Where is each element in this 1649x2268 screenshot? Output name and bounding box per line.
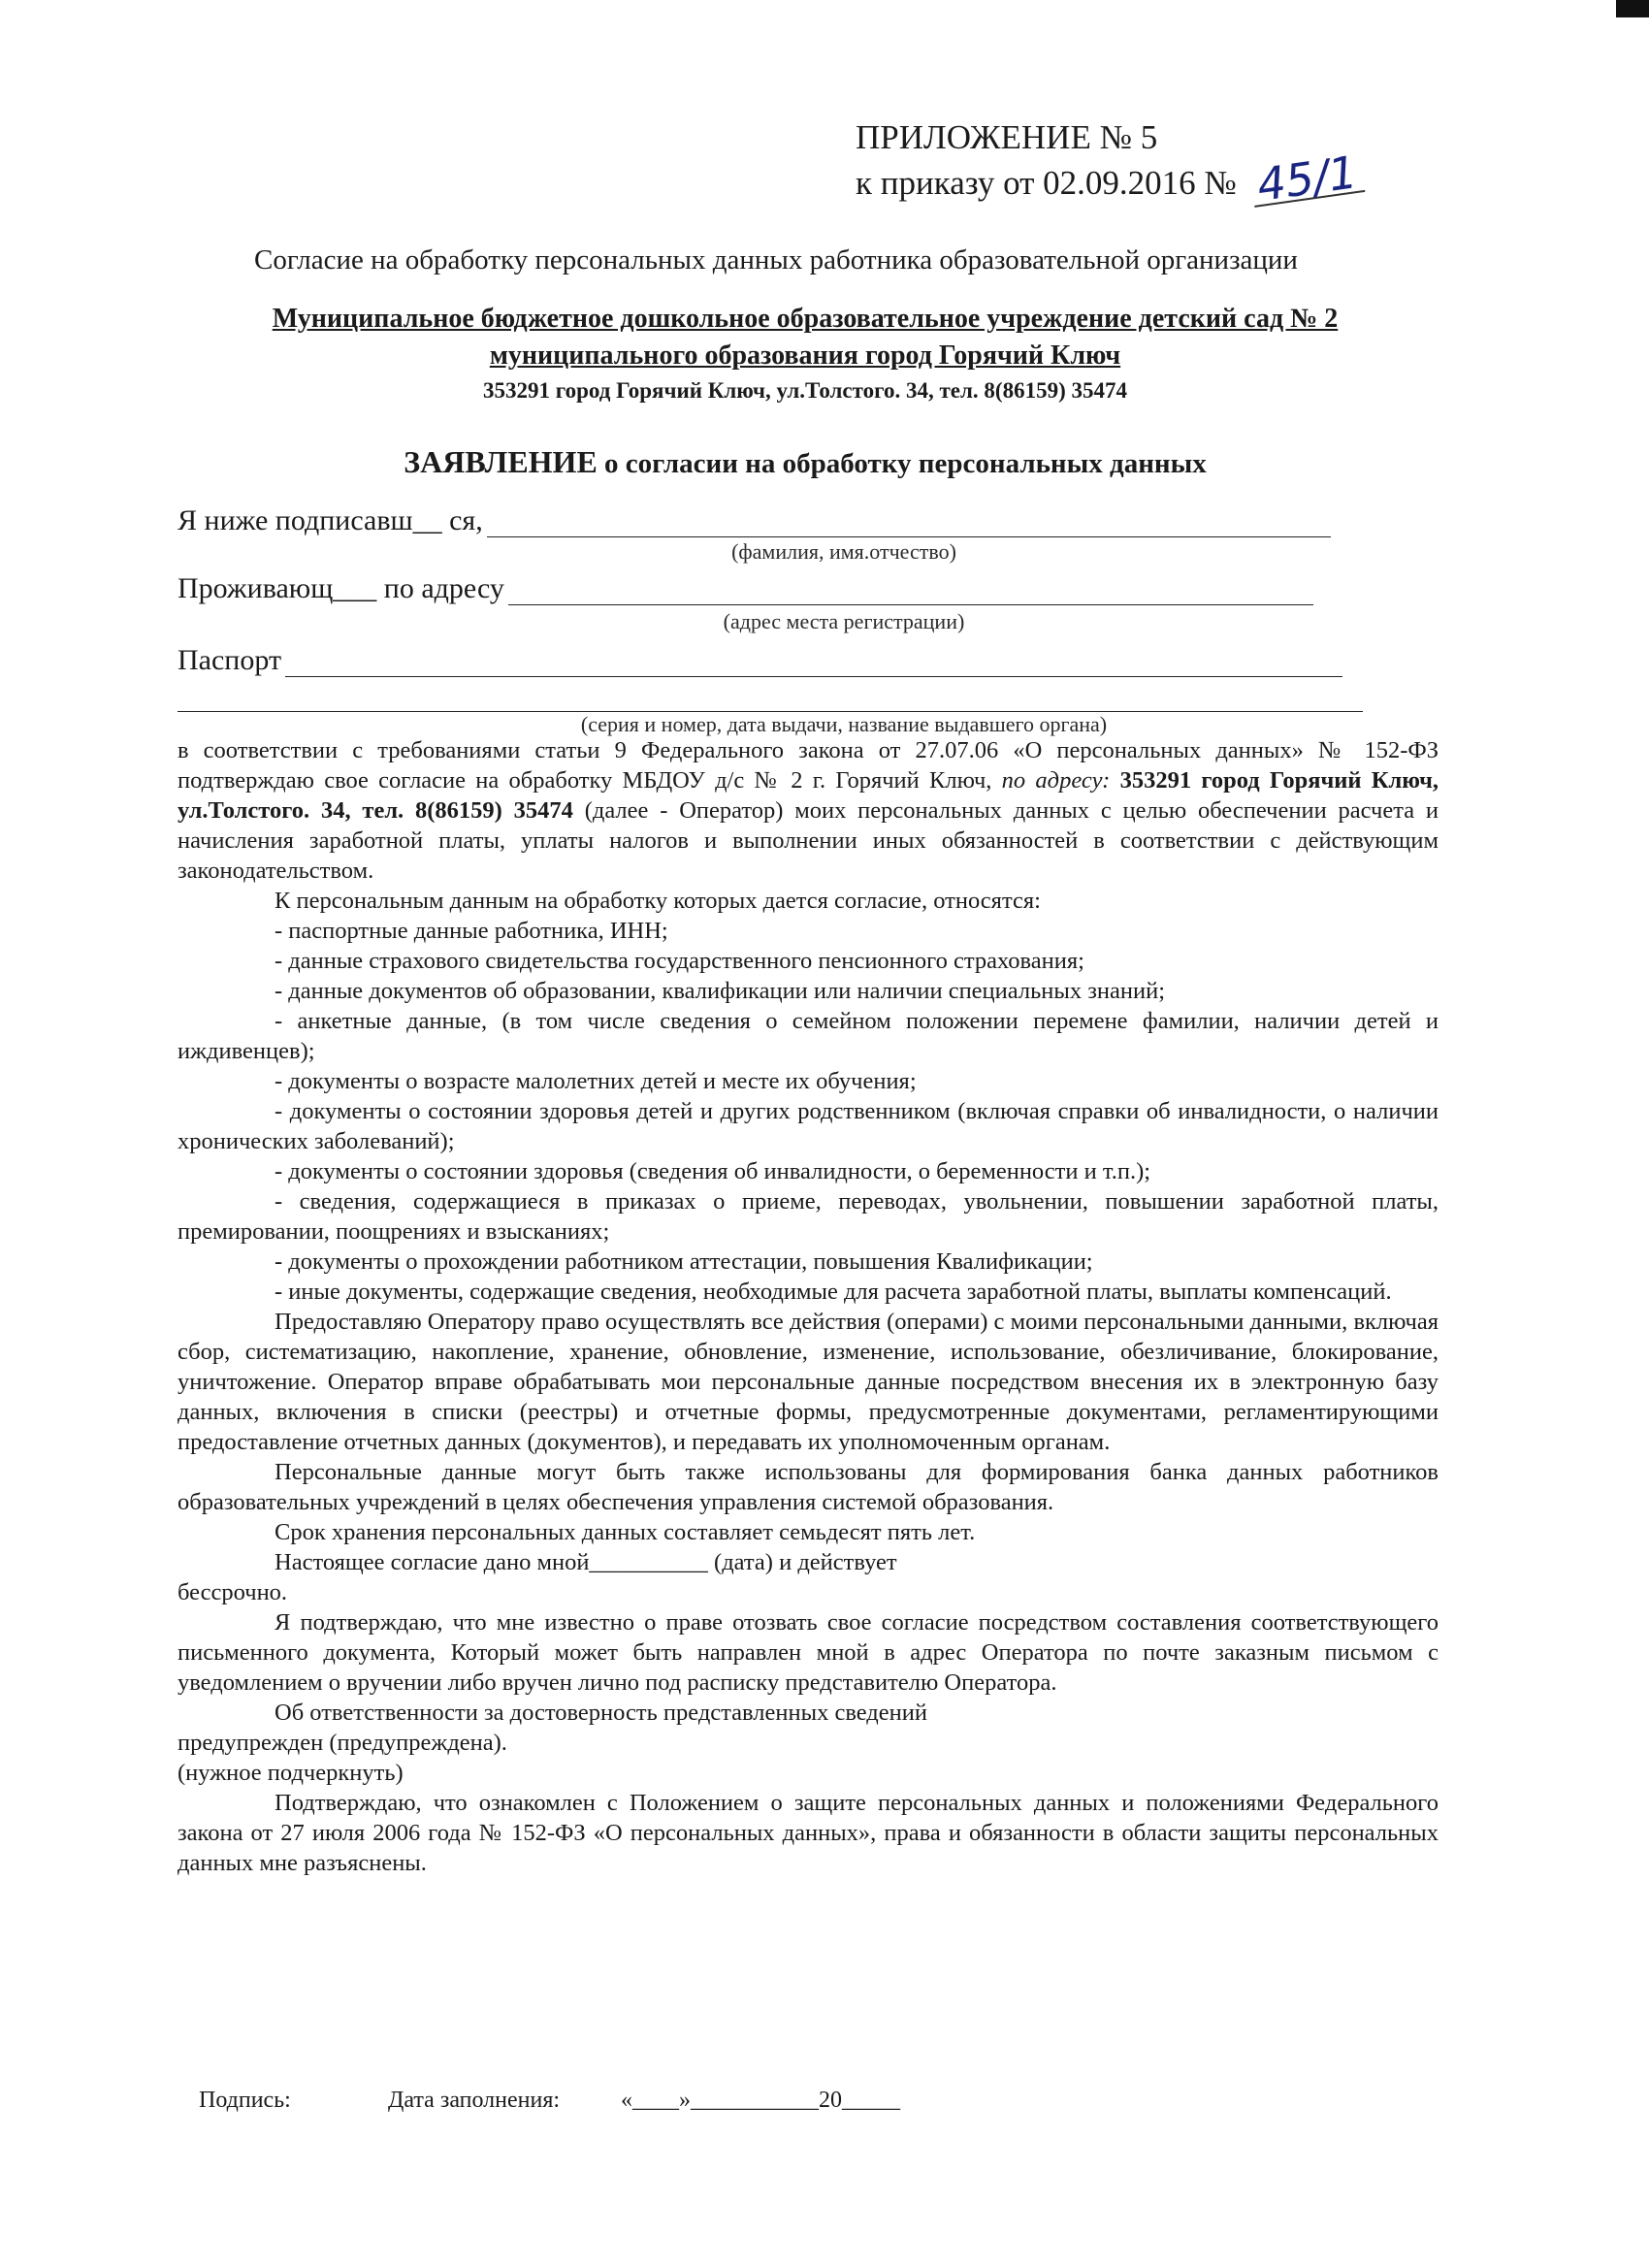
storage-paragraph: Срок хранения персональных данных составляет семьдесят пять лет. [275,1519,976,1545]
name-caption: (фамилия, имя.отчество) [731,539,956,564]
order-reference [856,146,1399,211]
statement-title-bold: ЗАЯВЛЕНИЕ [404,444,598,479]
address-caption: (адрес места регистрации) [723,609,965,633]
list-item: - документы о прохождении работником аттестации, повышения Квалификации; [275,1248,1093,1275]
fill-date-field[interactable]: «____»___________20_____ [621,2088,900,2113]
scan-corner-mark [1616,0,1649,17]
statement-title [175,444,1436,480]
intro-text-2: (далее - Оператор) моих персональных данных с целью обеспечении расчета и начисления заработной платы, уплаты налогов и выполнении иных обязанностей в соответствии с действующим законодательством. [178,797,1439,884]
list-intro: К персональным данным на обработку которых дается согласие, относятся: [275,888,1041,914]
data-bank-paragraph: Персональные данные могут быть также использованы для формирования банка данных работников образовательных учреждений в целях обеспечения управления системой образования. [178,1459,1439,1515]
name-field-row [178,504,1331,537]
intro-text-1: в соответствии с требованиями статьи 9 Федерального закона от 27.07.06 «О персональных данных» № 152-ФЗ подтверждаю свое согласие на обработку МБДОУ д/с № 2 г. Горячий Ключ, [178,737,1439,794]
passport-label: Паспорт [178,644,282,676]
passport-input-line[interactable] [285,649,1342,677]
appendix-header [856,116,1399,211]
organization-name-line2: муниципального образования город Горячий Ключ [489,340,1121,371]
list-item: - документы о возрасте малолетних детей и месте их обучения; [275,1068,917,1094]
list-item: - данные страхового свидетельства государственного пенсионного страхования; [275,948,1084,974]
consent-body [178,735,1439,1878]
passport-input-line-2[interactable] [178,684,1363,712]
revoke-paragraph: Я подтверждаю, что мне известно о праве отозвать свое согласие посредством составления соответствующего письменного документа, Который может быть направлен мной в адрес Оператора по почте заказным письмом с уведомлением о вручении либо вручен лично под расписку представителю Оператора. [178,1609,1439,1696]
liability-warned: предупрежден (предупреждена). [178,1730,507,1756]
appendix-number: ПРИЛОЖЕНИЕ № 5 [856,118,1158,156]
list-item: - анкетные данные, (в том числе сведения о семейном положении перемене фамилии, наличии детей и иждивенцев); [178,1008,1439,1064]
rights-paragraph: Предоставляю Оператору право осуществлять все действия (операми) с моими персональными данными, включая сбор, систематизацию, накопление, хранение, обновление, изменение, использование, обезличивание, блокирование, уничтожение. Оператор вправе обрабатывать мои персональные данные посредством внесения их в электронную базу данных, включения в списки (реестры) и отчетные формы, предусмотренные документами, регламентирующими предоставление отчетных данных (документов), и передавать их уполномоченным органам. [178,1309,1439,1455]
list-item: - данные документов об образовании, квалификации или наличии специальных знаний; [275,978,1166,1004]
liability-note: (нужное подчеркнуть) [178,1760,404,1786]
list-item: - документы о состоянии здоровья (сведения об инвалидности, о беременности и т.п.); [275,1158,1151,1184]
intro-address-label: по адресу: [1001,767,1111,794]
list-item: - иные документы, содержащие сведения, необходимые для расчета заработной платы, выплаты компенсаций. [275,1279,1392,1305]
residing-label: Проживающ___ по адресу [178,572,504,604]
consent-title: Согласие на обработку персональных данных работника образовательной организации [254,244,1298,275]
list-item: - паспортные данные работника, ИНН; [275,918,668,944]
list-item: - сведения, содержащиеся в приказах о приеме, переводах, увольнении, повышении заработной платы, премировании, поощрениях и взысканиях; [178,1188,1439,1245]
signature-label: Подпись: [199,2088,291,2113]
address-input-line[interactable] [508,577,1313,605]
signed-label: Я ниже подписавш__ ся, [178,504,483,536]
fill-date-label: Дата заполнения: [388,2088,561,2113]
signature-row [199,2088,900,2114]
organization-block [175,301,1436,407]
passport-caption: (серия и номер, дата выдачи, название выдавшего органа) [580,712,1108,736]
intro-operator-address: 353291 город Горячий Ключ, ул.Толстого. 34, тел. 8(86159) 35474 [178,767,1439,824]
address-field-row [178,572,1313,605]
order-reference-text: к приказу от 02.09.2016 № [856,164,1237,202]
liability-line: Об ответственности за достоверность представленных сведений [275,1700,927,1726]
consent-indefinite: бессрочно. [178,1579,288,1605]
intro-paragraph [178,735,1439,886]
list-item: - документы о состоянии здоровья детей и других родственником (включая справки об инвалидности, о наличии хронических заболеваний); [178,1098,1439,1154]
passport-field-row [178,644,1342,677]
name-input-line[interactable] [487,509,1331,537]
consent-date-paragraph: Настоящее согласие дано мной__________ (дата) и действует [275,1549,897,1575]
organization-name-line1: Муниципальное бюджетное дошкольное образовательное учреждение детский сад № 2 [272,304,1339,334]
organization-address: 353291 город Горячий Ключ, ул.Толстого. 34, тел. 8(86159) 35474 [482,378,1127,403]
handwritten-order-number: 45/1 [1248,151,1365,208]
statement-title-rest: о согласии на обработку персональных данных [604,448,1207,479]
passport-second-line-row [178,684,1363,712]
acknowledgement-paragraph: Подтверждаю, что ознакомлен с Положением о защите персональных данных и положениями Федерального закона от 27 июля 2006 года № 152-ФЗ «О персональных данных», права и обязанности в области защиты персональных данных мне разъяснены. [178,1790,1439,1876]
